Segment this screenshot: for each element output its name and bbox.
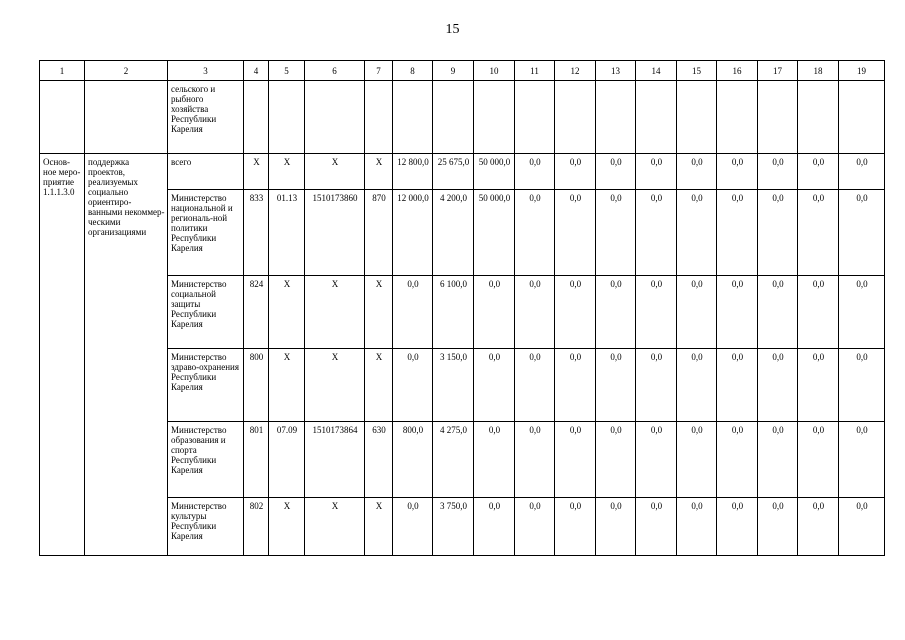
cell-col16: 0,0: [717, 422, 758, 498]
cell-col6: Х: [305, 498, 365, 556]
continuation-row: [40, 81, 885, 154]
column-number-1: 1: [40, 61, 85, 81]
cell-col3: сельского и рыбного хозяйства Республики Карелия: [168, 81, 244, 154]
event-code: Основ-ное меро-приятие 1.1.1.3.0: [40, 154, 85, 556]
cell-col15: 0,0: [677, 276, 717, 349]
cell-col10: 0,0: [474, 276, 515, 349]
cell-col16: 0,0: [717, 154, 758, 190]
column-number-11: 11: [515, 61, 555, 81]
cell-col5: Х: [269, 154, 305, 190]
cell-col13: 0,0: [596, 276, 636, 349]
cell-col14: 0,0: [636, 349, 677, 422]
executor-cell: Министерство образования и спорта Республики Карелия: [168, 422, 244, 498]
cell-col17: 0,0: [758, 276, 798, 349]
column-number-7: 7: [365, 61, 393, 81]
cell-col4: Х: [244, 154, 269, 190]
executor-cell: всего: [168, 154, 244, 190]
cell-col16: 0,0: [717, 349, 758, 422]
cell-col13: 0,0: [596, 190, 636, 276]
cell-col6: 1510173864: [305, 422, 365, 498]
cell-col10: 0,0: [474, 498, 515, 556]
column-number-9: 9: [433, 61, 474, 81]
cell-col15: 0,0: [677, 190, 717, 276]
cell-col12: 0,0: [555, 190, 596, 276]
cell-col8: 0,0: [393, 498, 433, 556]
column-number-4: 4: [244, 61, 269, 81]
cell-col6: 1510173860: [305, 190, 365, 276]
cell-col4: 824: [244, 276, 269, 349]
cell-col8: 12 800,0: [393, 154, 433, 190]
cell-col16: 0,0: [717, 498, 758, 556]
cell-col15: 0,0: [677, 422, 717, 498]
cell-col4: 833: [244, 190, 269, 276]
cell-col14: 0,0: [636, 190, 677, 276]
cell-col14: 0,0: [636, 154, 677, 190]
cell-col10: 0,0: [474, 349, 515, 422]
column-number-6: 6: [305, 61, 365, 81]
cell-col18: 0,0: [798, 498, 839, 556]
cell-col8: 12 000,0: [393, 190, 433, 276]
cell-col9: 4 200,0: [433, 190, 474, 276]
cell-col17: 0,0: [758, 154, 798, 190]
cell-col11: 0,0: [515, 154, 555, 190]
cell-col5: 01.13: [269, 190, 305, 276]
cell-col4: 800: [244, 349, 269, 422]
cell-col15: 0,0: [677, 349, 717, 422]
cell-col5: Х: [269, 498, 305, 556]
cell-col12: 0,0: [555, 498, 596, 556]
cell-col19: 0,0: [839, 422, 885, 498]
cell-col7: Х: [365, 498, 393, 556]
cell-col5: Х: [269, 349, 305, 422]
cell-col12: 0,0: [555, 154, 596, 190]
executor-cell: Министерство национальной и региональ-ной политики Республики Карелия: [168, 190, 244, 276]
page-number: 15: [445, 22, 460, 37]
cell-col19: 0,0: [839, 349, 885, 422]
cell-col11: 0,0: [515, 422, 555, 498]
cell-col9: 6 100,0: [433, 276, 474, 349]
cell-col7: Х: [365, 349, 393, 422]
cell-col14: 0,0: [636, 276, 677, 349]
cell-col19: 0,0: [839, 498, 885, 556]
cell-col18: 0,0: [798, 154, 839, 190]
column-number-8: 8: [393, 61, 433, 81]
column-number-19: 19: [839, 61, 885, 81]
cell-col7: 870: [365, 190, 393, 276]
cell-col9: 3 750,0: [433, 498, 474, 556]
cell-col4: 802: [244, 498, 269, 556]
cell-col15: 0,0: [677, 498, 717, 556]
column-number-14: 14: [636, 61, 677, 81]
cell-col17: 0,0: [758, 349, 798, 422]
executor-cell: Министерство здраво-охранения Республики Карелия: [168, 349, 244, 422]
cell-col18: 0,0: [798, 276, 839, 349]
column-number-13: 13: [596, 61, 636, 81]
cell-col12: 0,0: [555, 422, 596, 498]
column-number-row: [40, 61, 885, 81]
cell-col15: 0,0: [677, 154, 717, 190]
cell-col19: 0,0: [839, 276, 885, 349]
cell-col6: Х: [305, 154, 365, 190]
cell-col5: 07.09: [269, 422, 305, 498]
cell-col19: 0,0: [839, 154, 885, 190]
cell-col7: Х: [365, 276, 393, 349]
column-number-16: 16: [717, 61, 758, 81]
cell-col12: 0,0: [555, 349, 596, 422]
cell-col11: 0,0: [515, 498, 555, 556]
cell-col11: 0,0: [515, 190, 555, 276]
cell-col16: 0,0: [717, 276, 758, 349]
cell-col14: 0,0: [636, 498, 677, 556]
cell-col9: 4 275,0: [433, 422, 474, 498]
column-number-10: 10: [474, 61, 515, 81]
cell-col18: 0,0: [798, 190, 839, 276]
cell-col8: 0,0: [393, 276, 433, 349]
cell-col13: 0,0: [596, 154, 636, 190]
cell-col11: 0,0: [515, 276, 555, 349]
cell-col17: 0,0: [758, 498, 798, 556]
column-number-2: 2: [85, 61, 168, 81]
cell-col8: 800,0: [393, 422, 433, 498]
cell-col10: 0,0: [474, 422, 515, 498]
cell-col7: 630: [365, 422, 393, 498]
cell-col11: 0,0: [515, 349, 555, 422]
cell-col18: 0,0: [798, 349, 839, 422]
cell-col4: 801: [244, 422, 269, 498]
cell-col6: Х: [305, 276, 365, 349]
executor-cell: Министерство социальной защиты Республики Карелия: [168, 276, 244, 349]
cell-col17: 0,0: [758, 422, 798, 498]
cell-col9: 25 675,0: [433, 154, 474, 190]
cell-col16: 0,0: [717, 190, 758, 276]
column-number-5: 5: [269, 61, 305, 81]
event-description: поддержка проектов, реализуемых социально ориентиро-ванными некоммер-ческими организациями: [85, 154, 168, 556]
column-number-17: 17: [758, 61, 798, 81]
cell-col17: 0,0: [758, 190, 798, 276]
cell-col10: 50 000,0: [474, 190, 515, 276]
cell-col12: 0,0: [555, 276, 596, 349]
cell-col13: 0,0: [596, 422, 636, 498]
cell-col14: 0,0: [636, 422, 677, 498]
cell-col19: 0,0: [839, 190, 885, 276]
cell-col10: 50 000,0: [474, 154, 515, 190]
budget-table: [39, 60, 885, 556]
cell-col13: 0,0: [596, 349, 636, 422]
column-number-18: 18: [798, 61, 839, 81]
cell-col7: Х: [365, 154, 393, 190]
column-number-15: 15: [677, 61, 717, 81]
cell-col9: 3 150,0: [433, 349, 474, 422]
cell-col1: [40, 81, 85, 154]
cell-col8: 0,0: [393, 349, 433, 422]
executor-cell: Министерство культуры Республики Карелия: [168, 498, 244, 556]
cell-col18: 0,0: [798, 422, 839, 498]
cell-col2: [85, 81, 168, 154]
column-number-3: 3: [168, 61, 244, 81]
cell-col5: Х: [269, 276, 305, 349]
cell-col13: 0,0: [596, 498, 636, 556]
cell-col6: Х: [305, 349, 365, 422]
column-number-12: 12: [555, 61, 596, 81]
table-row: [40, 154, 885, 190]
